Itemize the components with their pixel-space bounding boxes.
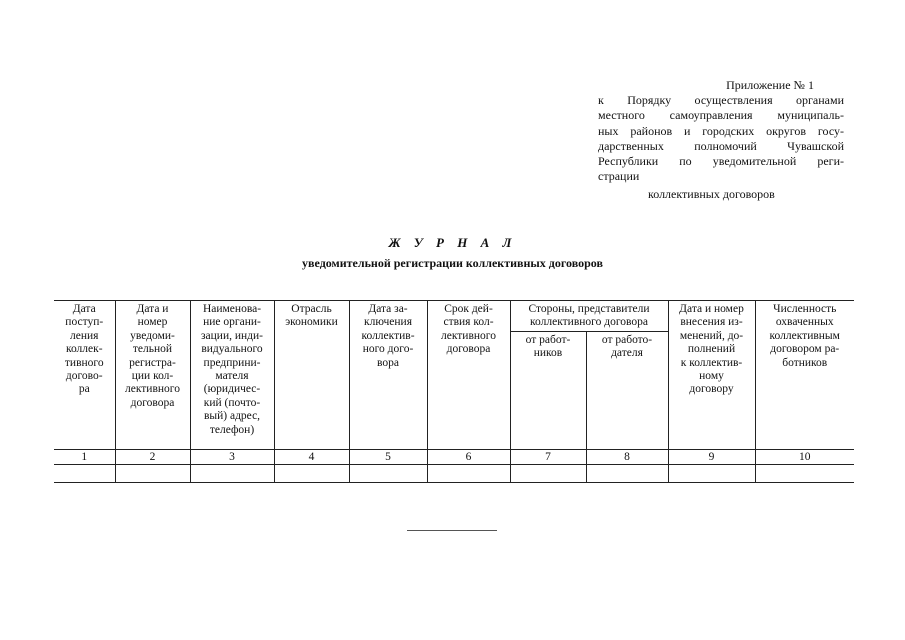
table-cell[interactable]: [115, 465, 190, 483]
column-number: 6: [427, 450, 510, 465]
column-header: Наименова- ние органи- зации, инди- видуального предприни- мателя (юридичес- кий (почто- вый) адрес, телефон): [190, 301, 274, 450]
appendix-line: ных районов и городских округов госу-: [598, 123, 844, 138]
separator-line: [407, 530, 497, 531]
table-row: [54, 465, 854, 483]
column-header: Численность охваченных коллективным договором ра- ботников: [755, 301, 854, 450]
table-cell[interactable]: [586, 465, 668, 483]
column-number: 1: [54, 450, 115, 465]
column-subheader: от работ- ников: [510, 332, 586, 450]
table-cell[interactable]: [755, 465, 854, 483]
appendix-line: дарственных полномочий Чувашской: [598, 138, 844, 153]
column-header: Дата за- ключения коллектив- ного дого- вора: [349, 301, 427, 450]
appendix-note: [598, 78, 844, 203]
table-cell[interactable]: [349, 465, 427, 483]
column-number: 4: [274, 450, 349, 465]
journal-subtitle: уведомительной регистрации коллективных договоров: [302, 256, 603, 270]
column-number-row: [54, 450, 854, 465]
column-header: Дата и номер уведоми- тельной регистра- ции кол- лективного договора: [115, 301, 190, 450]
table-cell[interactable]: [54, 465, 115, 483]
column-header: Дата и номер внесения из- менений, до- полнений к коллектив- ному договору: [668, 301, 755, 450]
column-subheader: от работо- дателя: [586, 332, 668, 450]
column-number: 2: [115, 450, 190, 465]
appendix-title: Приложение № 1: [726, 78, 814, 92]
appendix-line: Республики по уведомительной реги-: [598, 154, 844, 169]
table-cell[interactable]: [510, 465, 586, 483]
appendix-line: местного самоуправления муниципаль-: [598, 108, 844, 123]
appendix-line: страции: [598, 169, 640, 184]
column-header: Срок дей- ствия кол- лективного договора: [427, 301, 510, 450]
table-cell[interactable]: [274, 465, 349, 483]
column-header: Дата поступ- ления коллек- тивного догово- ра: [54, 301, 115, 450]
column-number: 3: [190, 450, 274, 465]
appendix-line: к Порядку осуществления органами: [598, 93, 844, 108]
column-number: 7: [510, 450, 586, 465]
table-cell[interactable]: [668, 465, 755, 483]
column-number: 5: [349, 450, 427, 465]
journal-title: Ж У Р Н А Л: [388, 235, 517, 250]
column-header-group: Стороны, представители коллективного договора: [510, 301, 668, 332]
appendix-last-line: коллективных договоров: [648, 187, 775, 202]
table-header-row: [54, 301, 854, 332]
table-cell[interactable]: [190, 465, 274, 483]
column-number: 10: [755, 450, 854, 465]
journal-table: [54, 300, 854, 483]
table-cell[interactable]: [427, 465, 510, 483]
column-number: 9: [668, 450, 755, 465]
column-number: 8: [586, 450, 668, 465]
column-header: Отрасль экономики: [274, 301, 349, 450]
